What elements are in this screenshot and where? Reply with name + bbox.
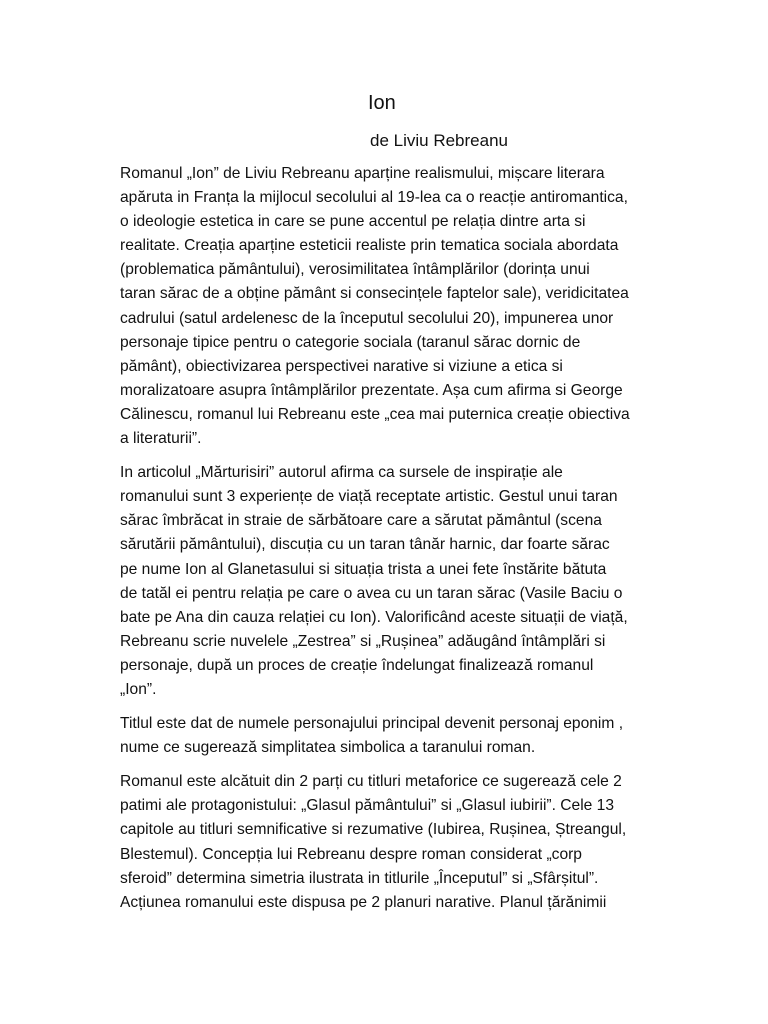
document-body (120, 162, 680, 925)
text-line: personaje, după un proces de creație îndelungat finalizează romanul (120, 656, 594, 674)
text-line: patimi ale protagonistului: „Glasul pământului” si „Glasul iubirii”. Cele 13 (120, 797, 615, 815)
text-line: Blestemul). Concepția lui Rebreanu despre roman considerat „corp (120, 845, 582, 863)
text-line: sărac îmbrăcat in straie de sărbătoare care a sărutat pământul (scena (120, 512, 602, 530)
text-line: realitate. Creația aparține esteticii realiste prin tematica sociala abordata (120, 237, 619, 255)
text-line: Romanul „Ion” de Liviu Rebreanu aparține realismului, mișcare literara (120, 165, 605, 182)
paragraph-1 (120, 162, 680, 451)
paragraph-2 (120, 461, 680, 702)
text-line: Romanul este alcătuit din 2 parți cu titluri metaforice ce sugerează cele 2 (120, 773, 622, 791)
text-line: apăruta in Franța la mijlocul secolului al 19-lea ca o reacție antiromantica, (120, 189, 628, 207)
text-line: nume ce sugerează simplitatea simbolica a taranului roman. (120, 739, 536, 757)
text-line: personaje tipice pentru o categorie sociala (taranul sărac dornic de (120, 333, 581, 351)
text-line: Rebreanu scrie nuvelele „Zestrea” si „Rușinea” adăugând întâmplări si (120, 632, 606, 650)
text-line: Călinescu, romanul lui Rebreanu este „cea mai puternica creație obiectiva (120, 405, 630, 423)
text-line: Titlul este dat de numele personajului principal devenit personaj eponim , (120, 715, 624, 733)
text-line: romanului sunt 3 experiențe de viață receptate artistic. Gestul unui taran (120, 488, 618, 506)
paragraph-3 (120, 712, 680, 760)
text-line: Acțiunea romanului este dispusa pe 2 planuri narative. Planul țărănimii (120, 893, 607, 911)
text-line: capitole au titluri semnificative si rezumative (Iubirea, Rușinea, Ștreangul, (120, 821, 627, 839)
text-line: o ideologie estetica in care se pune accentul pe relația dintre arta si (120, 213, 586, 231)
text-line: moralizatoare asupra întâmplărilor prezentate. Așa cum afirma si George (120, 381, 623, 399)
text-line: sărutării pământului), discuția cu un taran tânăr harnic, dar foarte sărac (120, 536, 610, 554)
text-line: sferoid” determina simetria ilustrata in titlurile „Începutul” si „Sfârșitul”. (120, 869, 599, 887)
text-line: „Ion”. (120, 680, 157, 698)
document-subtitle: de Liviu Rebreanu (370, 131, 508, 150)
document-title: Ion (368, 92, 396, 114)
text-line: pe nume Ion al Glanetasului si situația trista a unei fete înstărite bătuta (120, 560, 607, 578)
text-line: (problematica pământului), verosimilitatea întâmplărilor (dorința unui (120, 261, 590, 279)
text-line: pământ), obiectivizarea perspectivei narative si viziune a etica si (120, 357, 563, 375)
paragraph-4 (120, 770, 680, 915)
text-line: cadrului (satul ardelenesc de la începutul secolului 20), impunerea unor (120, 309, 614, 327)
text-line: de tatăl ei pentru relația pe care o avea cu un taran sărac (Vasile Baciu o (120, 584, 623, 602)
text-line: a literaturii”. (120, 430, 202, 448)
text-line: In articolul „Mărturisiri” autorul afirma ca sursele de inspirație ale (120, 464, 563, 482)
text-line: taran sărac de a obține pământ si consecințele faptelor sale), veridicitatea (120, 285, 629, 303)
text-line: bate pe Ana din cauza relației cu Ion). Valorificând aceste situații de viață, (120, 608, 628, 626)
